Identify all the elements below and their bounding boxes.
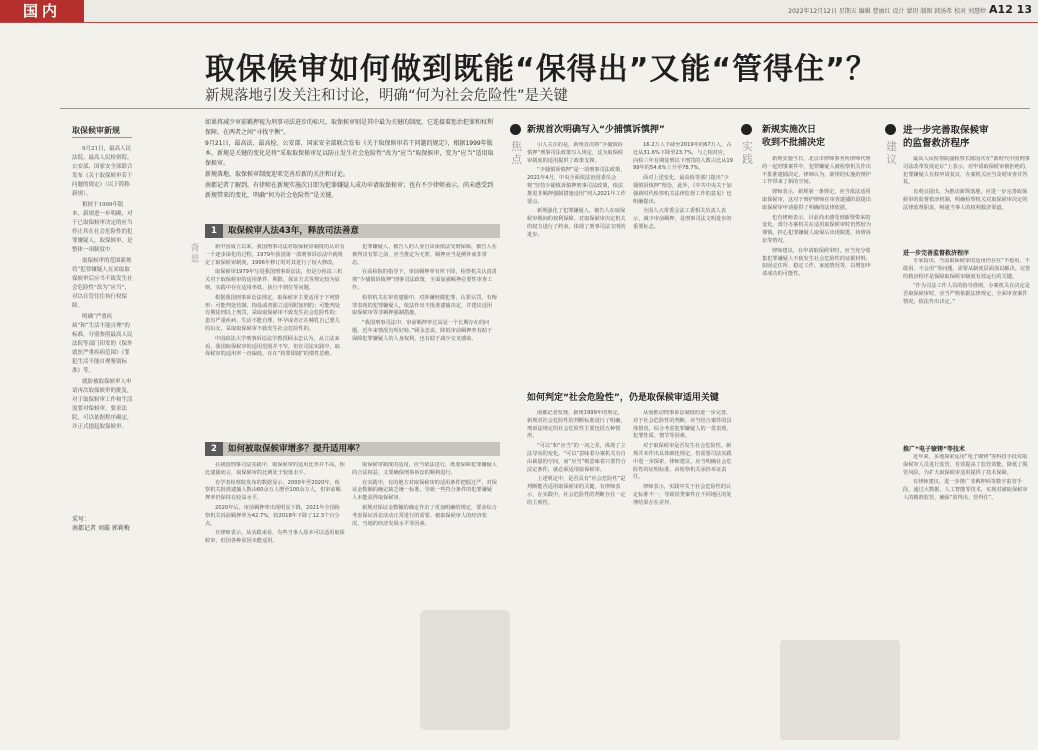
background-label: 背景 bbox=[190, 244, 200, 265]
sidebar-paragraph: 明确“严重疾病”和“生活不能自理”的标准，分别参照最高人民法院等部门印发的《保外就医严重疾病范围》《罪犯生活不能自理鉴别标准》等。 bbox=[72, 314, 133, 374]
suggestion-subheading-2: 推广“电子镣铐”等技术 bbox=[903, 446, 965, 453]
paragraph: 专家指出，当前取保候审的适用仍存在“不愿用、不敢用、不会用”等问题，需要从制度层面加以解决。完善的救济程序是保障取保候审制度有效运行的关键。 bbox=[903, 258, 1031, 280]
practice-title: 新规实施次日 收到不批捕决定 bbox=[762, 125, 826, 148]
paragraph: 新规实施当日，北京市律师事务所律师代理的一起刑事案件中，犯罪嫌疑人被检察机关作出不批准逮捕决定，律师认为，新规的实施给辩护工作带来了新的空间。 bbox=[762, 156, 871, 186]
dateline: 2022年12月12日 星期五 编辑 曹丽红 设计 蒙玥 制图 韩汤希 校对 刘慧婷 bbox=[788, 8, 986, 15]
sidebar-paragraph: 就防被取保候审人申请再次取保候审的批复，对于取保候审工作和生活需要对保候审，要求法院，可以依据程序确定，并正式提起取保候审。 bbox=[72, 379, 133, 430]
subheadline: 新规落地引发关注和讨论，明确“何为社会危险性”是关键 bbox=[205, 88, 569, 104]
paragraph: 也有律师表示，目前尚未感受到新规带来的变化，部分办案机关在适用取保候审时仍然较为谨慎，担心犯罪嫌疑人取保后出现脱逃、妨碍诉讼等情况。 bbox=[762, 214, 871, 244]
focus-title-2: 如何判定“社会危险性”，仍是取保候审适用关键 bbox=[527, 393, 719, 403]
lead-paragraph: 9月21日，最高法、最高检、公安部、国家安全部联合发布《关于取保候审若干问题的规定》，根据1999年版本，新规是关键的变化是将“采取取保候审足以防止发生社会危险性”改为“应当”取保候审，变为“应当”适用取保候审。 bbox=[205, 140, 494, 167]
paragraph: 在我国刑事司法实践中，取保候审的适用比率并不高，相比逮捕而言，取保候审的比例处于较低水平。 bbox=[205, 462, 345, 476]
paragraph: 有律师表示，从实践来看，有些当事人原本可以适用取保候审，但因各种原因未能适用。 bbox=[205, 530, 345, 545]
paragraph: 有观点提出，为推动新规落地，应进一步完善取保候审的监督救济机制，明确检察机关对取保候审决定的法律监督职责，畅通当事人的权利救济渠道。 bbox=[903, 189, 1028, 211]
section-title: 如何被取保候审增多？提升适用率？ bbox=[228, 444, 365, 454]
paragraph: “少捕慎诉慎押”是一项刑事司法政策，2021年4月，中央全面依法治国委员会将“坚持少捕慎诉慎押刑事司法政策，依法推进非羁押强制措施适用”列入2021年工作要点。 bbox=[527, 167, 626, 205]
paragraph: 根据我国刑事诉讼法规定，取保候审主要适用于下列情形：可能判处管制、拘役或者独立适用附加刑的；可能判处有期徒刑以上刑罚，采取取保候审不致发生社会危险性的；患有严重疾病、生活不能自理，怀孕或者正在哺乳自己婴儿的妇女，采取取保候审不致发生社会危险性的。 bbox=[205, 294, 340, 332]
lead-paragraph: 如果将减少审前羁押视为刑事司法进步的标尺，取保候审则是其中最为关键的制度，它连接着惩治犯罪和权利保障，在两者之间“寻找平衡”。 bbox=[205, 119, 494, 136]
suggestion-title: 进一步完善取保候审 的监督救济程序 bbox=[903, 125, 989, 149]
focus-column-3 bbox=[527, 410, 627, 725]
section-2-column-1 bbox=[205, 462, 345, 692]
sidebar-rule bbox=[72, 137, 132, 138]
paragraph: 从而推动刑事诉讼制度的进一步完善，对于社会危险性的判断，应当结合案件的具体情况，综合考虑犯罪嫌疑人的一贯表现、犯罪性质、情节等因素。 bbox=[633, 410, 732, 440]
paragraph: 取保候审制度的适用，应当依法进行，既要保障犯罪嫌疑人的合法权益，又要确保刑事诉讼的顺利进行。 bbox=[352, 462, 497, 476]
sidebar-paragraph: 取保候审的范围新规将“犯罪嫌疑人在采取取保候审后应当不致发生社会危险性”改为“应当”，对以在管住住执行权保障。 bbox=[72, 258, 133, 309]
headline: 取保候审如何做到既能“保得出”又能“管得住”？ bbox=[205, 52, 877, 87]
section-number: 2 bbox=[205, 442, 223, 456]
practice-label: 实践 bbox=[742, 140, 753, 166]
paragraph: 最高人民检察院副检察长陈国庆在“新时代中国刑事司法改革发展论坛”上表示，对申请取保候审被拒绝的，犯罪嫌疑人有权申请复议，办案机关应当及时审查并答复。 bbox=[903, 156, 1031, 186]
paragraph: 检察机关在审查逮捕中，对涉嫌轻微犯罪、认罪认罚、有悔罪表现的犯罪嫌疑人，依法作出不批准逮捕决定，并建议适用取保候审等非羁押强制措施。 bbox=[352, 294, 497, 317]
paragraph: 近年来，多地探索运用“电子镣铐”等科技手段对取保候审人员进行监管，有效提高了监管效能，降低了脱管风险，为扩大取保候审适用提供了技术保障。 bbox=[903, 454, 1028, 476]
paragraph: 新规强化了犯罪嫌疑人、被告人在取保候审期间的权利保障，对取保候审决定机关的权力进行了约束，体现了刑事司法文明的进步。 bbox=[527, 208, 626, 238]
header-rule bbox=[60, 108, 1030, 109]
paragraph: 新中国成立以来，我国刑事司法对取保候审制度的认识有一个逐步深化的过程。1979年我国第一部刑事诉讼法中就规定了取保候审制度，1996年修订时对其进行了较大修改。 bbox=[205, 244, 345, 266]
paragraph: 犯罪嫌疑人、被告人的人身自由须依法受到保障，被告人在被判决有罪之前，应当推定为无罪，羁押应当是例外而非常态。 bbox=[352, 244, 497, 266]
decorative-graphic bbox=[780, 640, 900, 740]
sidebar-paragraph: 相较于1999年版本，新规进一步明确，对于已取保候审决定的应当停止其在社会危险性的犯罪嫌疑人，取保候审，是整体一项制度中。 bbox=[72, 202, 133, 253]
paragraph: 上述规定中，是否具有“社会危险性”是判断能否适用取保候审的关键。有律师表示，在实践中，社会危险性的判断存在一定的主观性。 bbox=[527, 476, 626, 506]
paragraph: 律师表示，新规第一条规定，应当依法适用取保候审，这对于辩护律师在审查逮捕阶段提出取保候审申请提供了明确的法律依据。 bbox=[762, 189, 871, 211]
credits-label: 采写： bbox=[72, 516, 91, 523]
paragraph: 南都记者发现，新规1999年的规定，新规对社会危险性的判断标准进行了明确，刑诉法规定的社会危险性主要包括五种情形。 bbox=[527, 410, 626, 440]
paragraph: 对于取保候审是否发生社会危险性，新规并未作出具体细化规定，仍需要司法实践中进一步探索，律师建议，应当明确社会危险性的证明标准，由检察机关承担举证责任。 bbox=[633, 443, 732, 481]
paragraph: 中国政法大学刑事诉讼法学教授顾永忠认为，从立法来看，我国取保候审的适用范围并不窄，但在司法实践中，取保候审的适用率一直偏低，存在“构罪即捕”的惯性思维。 bbox=[205, 335, 340, 358]
suggestion-body-2 bbox=[903, 258, 1031, 440]
suggestion-body-1 bbox=[903, 156, 1031, 246]
paragraph: 取保候审1979年写进我国刑事诉讼法，但是分检法三机关对于取保候审的适用条件、期限、保证方式等规定较为原则，实践中存在适用率低、执行不到位等问题。 bbox=[205, 269, 343, 291]
paragraph: 全国人大常委会法工委相关负责人表示，减少审前羁押，是刑事司法文明进步的重要标志。 bbox=[633, 208, 732, 230]
section-1-column-2 bbox=[352, 244, 497, 434]
suggestion-body-3 bbox=[903, 454, 1031, 734]
paragraph: 律师建议，在申请取保候审时，应当充分收集犯罪嫌疑人不致发生社会危险性的证据材料，如固定住所、稳定工作、家庭情况等，以增加申请成功的可能性。 bbox=[762, 247, 871, 278]
paragraph: “作为司法工作人员的指导准则，办案机关在决定是否取保候审时，应当严格依据法律规定，全面审查案件情况，依法作出决定。” bbox=[903, 283, 1030, 305]
paragraph: 有学者检察院发布的数据显示，2000年至2020年，检察机关批准逮捕人数由60余万人增至100余万人，但审前羁押率仍保持在较高水平。 bbox=[205, 479, 341, 502]
paragraph: 律师表示，实践中关于社会危险性的认定标准不一，导致同类案件在不同地区的处理结果存在差异。 bbox=[633, 484, 732, 506]
lead-paragraph: 新规落地，取保候审制度迎来完善后新的关注和讨论。 bbox=[205, 171, 350, 178]
paragraph: 新规对保证金数额的确定作出了更加明确的规定，要求综合考虑保证诉讼活动正常进行的需要、被取保候审人的经济状况、当地的经济发展水平等因素。 bbox=[352, 504, 497, 527]
focus-column-4 bbox=[633, 410, 733, 725]
paragraph: 在高检院的指导下，审前羁押率有所下降，检察机关认真贯彻“少捕慎诉慎押”刑事司法政策，全面加强羁押必要性审查工作。 bbox=[352, 269, 497, 291]
focus-column-1 bbox=[527, 142, 627, 382]
credits-names: 南都记者 刘璇 郭莉梅 bbox=[72, 525, 130, 532]
paragraph: 引人关注的是，新规首次将“少捕慎诉慎押”刑事司法政策写入规定，这为取保候审制度的适用提供了政策支撑。 bbox=[527, 142, 624, 164]
masthead-bar bbox=[0, 0, 1038, 23]
lead-paragraph: 南都记者了解到，有律师在新规实施次日即为犯罪嫌疑人成功申请取保候审；也有不少律师表示，尚未感受到新规带来的变化，明确“何为社会危险性”是关键。 bbox=[205, 182, 494, 199]
lead-paragraphs bbox=[205, 118, 495, 202]
decorative-graphic bbox=[420, 610, 510, 730]
paragraph: 2020年后，审前羁押率出现明显下降，2021年全国检察机关诉前羁押率为42.7%，较2018年下降了12.3个百分点。 bbox=[205, 504, 340, 527]
suggestion-dot-icon bbox=[885, 124, 896, 135]
focus-label: 焦点 bbox=[511, 140, 522, 166]
section-1-column-1 bbox=[205, 244, 345, 434]
section-2-column-2 bbox=[352, 462, 497, 602]
section-title: 取保候审人法43年，释放司法善意 bbox=[228, 226, 359, 236]
paragraph: “可以”和“应当”的一词之差，体现了立法导向的变化。“可以”意味着办案机关有自由裁量的空间，而“应当”则意味着只要符合法定条件，就必须适用取保候审。 bbox=[527, 443, 626, 473]
section-banner-2 bbox=[205, 442, 500, 456]
section-number: 1 bbox=[205, 224, 223, 238]
section-label: 国内 bbox=[0, 0, 84, 22]
focus-title: 新规首次明确写入“少捕慎诉慎押” bbox=[527, 125, 665, 135]
focus-column-2 bbox=[633, 142, 733, 382]
credits bbox=[72, 515, 130, 533]
practice-dot-icon bbox=[741, 124, 752, 135]
section-banner-1 bbox=[205, 224, 500, 238]
focus-dot-icon bbox=[510, 124, 521, 135]
suggestion-label: 建议 bbox=[886, 140, 897, 166]
practice-body bbox=[762, 156, 874, 676]
paragraph: 有律师建议，进一步推广非羁押码等数字监管手段，通过大数据、人工智能等技术，实现对被取保候审人的精准监管，确保“放得出、管得住”。 bbox=[903, 479, 1028, 501]
paragraph: 在实践中，有的地方对取保候审的适用条件把握过严，对保证金数额的确定缺乏统一标准，导致一些符合条件的犯罪嫌疑人未能获得取保候审。 bbox=[352, 479, 497, 502]
sidebar-kicker: 取保候审新规 bbox=[72, 126, 120, 135]
sidebar-paragraph: 9月21日，最高人民法院、最高人民检察院、公安部、国家安全部联合发布《关于取保候审若干问题的规定》（以下简称新规）。 bbox=[72, 146, 133, 197]
paragraph: 16.2万人下降至2019年的67万人，占比从31.6%下降至23.7%，与之相对应，向检三年有期徒刑以下刑罚的人数占比从1999年的54.6%上升至78.7%。 bbox=[633, 142, 733, 172]
sidebar-body bbox=[72, 145, 134, 505]
suggestion-subheading-1: 进一步完善监督救济程序 bbox=[903, 250, 970, 257]
page-number: A12 13 bbox=[989, 3, 1032, 16]
paragraph: 面对上述变化，最高检等部门提出“少捕慎诉慎押”理念，此外，《中共中央关于加强新时代检察机关法律监督工作的意见》也明确提出。 bbox=[633, 175, 732, 205]
paragraph: “我国刑事司法中，审前羁押率过高是一个长期存在的问题，近年来情况有所好转。”顾永忠说，降低审前羁押率有助于保障犯罪嫌疑人的人身权利，也有助于减少交叉感染。 bbox=[352, 320, 493, 342]
